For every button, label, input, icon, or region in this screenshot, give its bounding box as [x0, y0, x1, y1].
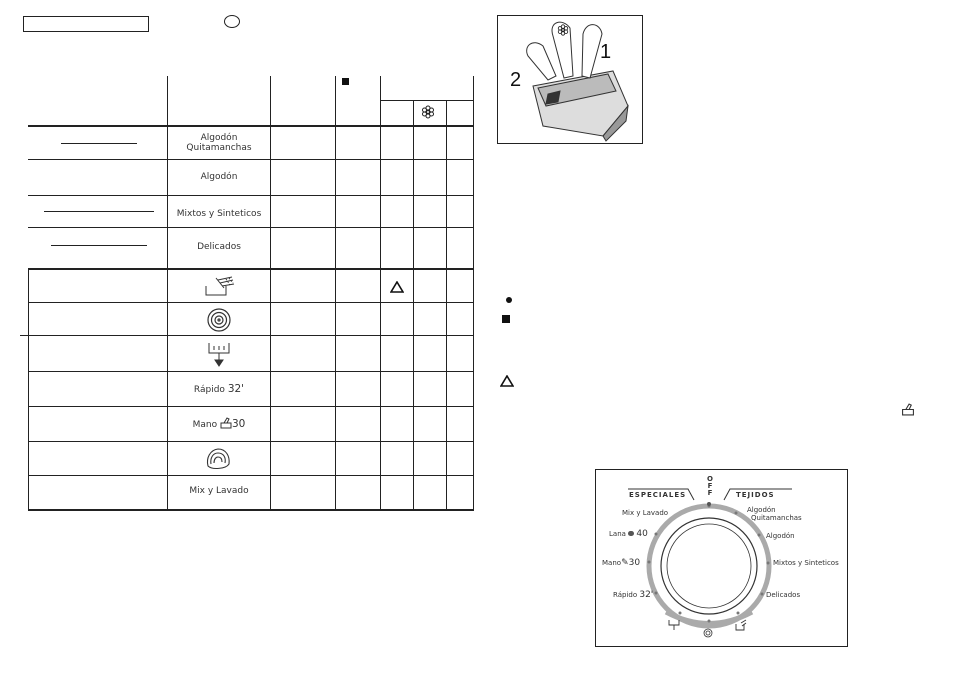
program-rapido: Rápido 32' — [193, 383, 245, 395]
program-algodon: Algodón — [200, 172, 238, 182]
program-mixtos-sinteticos: Mixtos y Sinteticos — [176, 209, 262, 219]
wool-icon — [204, 446, 232, 477]
triangle-legend-icon — [500, 374, 514, 392]
dial-rinse-icon — [735, 618, 747, 636]
snowflake-icon-small — [557, 23, 569, 41]
program-mano: Mano 30 — [192, 418, 246, 430]
dial-algodon-quitamanchas: Algodón Quitamanchas — [747, 506, 802, 522]
program-delicados: Delicados — [197, 242, 241, 252]
dial-rapido: Rápido 32' — [613, 590, 654, 600]
header-box — [23, 16, 149, 32]
dial-drain-icon — [668, 618, 680, 636]
dial-mix-lavado: Mix y Lavado — [622, 509, 669, 517]
snowflake-icon — [421, 105, 435, 124]
bullet-dot-icon — [506, 297, 512, 303]
program-dial-panel — [595, 469, 848, 647]
spin-icon — [206, 307, 232, 338]
svg-text:2: 2 — [510, 69, 522, 91]
square-icon — [502, 315, 510, 323]
program-mix-lavado: Mix y Lavado — [189, 486, 249, 496]
dial-lana: Lana 40 — [609, 529, 648, 539]
header-circle — [224, 15, 240, 28]
dial-mixtos-sinteticos: Mixtos y Sinteticos — [773, 559, 839, 567]
dial-algodon: Algodón — [766, 532, 795, 540]
dial-spin-icon — [703, 625, 713, 643]
drain-icon — [207, 341, 231, 374]
dial-delicados: Delicados — [766, 591, 801, 599]
tejidos-heading: TEJIDOS — [736, 491, 775, 499]
rinse-icon — [204, 276, 236, 303]
dial-mano: Mano✎30 — [602, 558, 641, 568]
triangle-icon — [390, 280, 404, 298]
dispenser-illustration — [497, 15, 643, 144]
program-algodon-quitamanchas: Algodón Quitamanchas — [186, 133, 252, 153]
especiales-heading: ESPECIALES — [629, 491, 687, 499]
svg-text:1: 1 — [600, 41, 612, 63]
prewash-square-icon — [342, 78, 349, 85]
hand-wash-legend-icon — [901, 403, 915, 421]
hand-wash-icon — [217, 420, 232, 430]
off-label: O F F — [707, 475, 713, 497]
